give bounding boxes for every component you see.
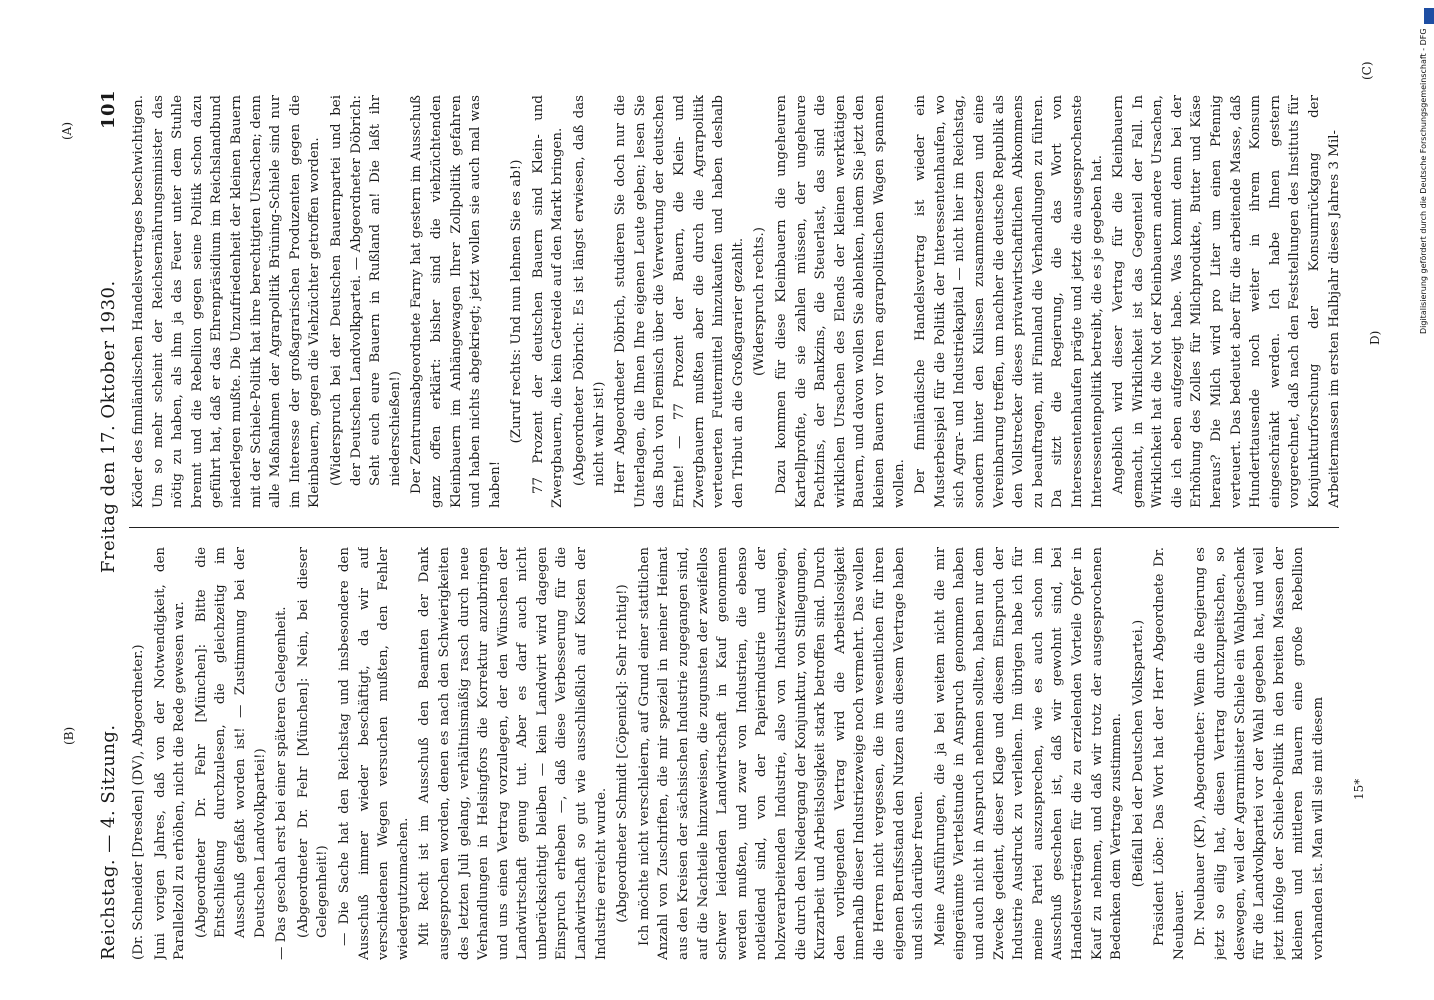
paragraph: Juni vorigen Jahres, daß von der Notwendigkeit, den Parallelzoll zu erhöhen, nicht die Rede gewesen war. — [152, 547, 188, 960]
dfg-logo-icon — [1424, 8, 1434, 24]
page-header — [95, 90, 121, 960]
paragraph: (Widerspruch bei der Deutschen Bauernpartei und bei der Deutschen Landvolkpartei. — Abgeordneter Döbrich: Seht euch eure Bauern in Rußland an! Die laßt ihr niederschießen!) — [328, 95, 403, 486]
paragraph: Meine Ausführungen, die ja bei weitem nicht die mir eingeräumte Viertelstunde in Anspruch genommen haben und auch nicht in Anspruch nehmen sollten, haben nur dem Zwecke gedient, dieser Klage und diesem Einspruch der Industrie Ausdruck zu verleihen. Im übrigen habe ich für meine Partei auszusprechen, wie es auch schon im Ausschuß geschehen ist, daß wir gewohnt sind, bei Handelsverträgen für die zu erzielenden Vorteile Opfer in Kauf zu nehmen, und daß wir trotz der ausgesprochenen Bedenken dem Vertrage zustimmen. — [932, 547, 1125, 960]
paragraph: Der Zentrumsabgeordnete Farny hat gestern im Ausschuß ganz offen erklärt: bisher sind die viehzüchtenden Kleinbauern im Anhängewagen Ihrer Zollpolitik gefahren und haben nichts abgekriegt; jetzt wollen sie auch mal was haben! — [409, 95, 503, 508]
paragraph: Mit Recht ist im Ausschuß den Beamten der Dank ausgesprochen worden, denen es nach den Schwierigkeiten des letzten Juli gelang, verhältnismäßig rasch durch neue Verhandlungen in Helsingfors die Korrektur anzubringen und uns einen Vertrag vorzulegen, der den Wünschen der Landwirtschaft genug tut. Aber es darf auch nicht unberücksichtigt bleiben — kein Landwirt wird dagegen Einspruch erheben —, daß diese Verbesserung für die Landwirtschaft so gut wie ausschließlich auf Kosten der Industrie erreicht wurde. — [417, 547, 609, 960]
paragraph: (Beifall bei der Deutschen Volkspartei.) — [1130, 619, 1146, 888]
header-left: Reichstag. — 4. Sitzung. — [97, 724, 119, 960]
paragraph: Präsident Löbe: Das Wort hat der Herr Abgeordnete Dr. Neubauer. — [1152, 547, 1187, 960]
paragraph: (Abgeordneter Schmidt [Cöpenick]: Sehr richtig!) — [615, 584, 631, 923]
paragraph: (Abgeordneter Döbrich: Es ist längst erwiesen, daß das nicht wahr ist!) — [572, 95, 607, 486]
paragraph: 77 Prozent der deutschen Bauern sind Klein- und Zwergbauern, die kein Getreide auf den Markt bringen. — [530, 95, 566, 508]
paragraph: (Zuruf rechts: Und nun lehnen Sie es ab!) — [509, 159, 525, 444]
digitization-note: Digitalisierung gefördert durch die Deutsche Forschungsgemeinschaft - DFG — [1419, 28, 1428, 334]
margin-mark-c: (C) — [1360, 61, 1374, 80]
header-date: Freitag den 17. Oktober 1930. — [97, 280, 119, 574]
margin-mark-b: (B) — [62, 726, 76, 745]
paragraph: Herr Abgeordneter Döbrich, studieren Sie doch nur die Unterlagen, die Ihnen Ihre eigenen Leute geben; lesen Sie das Buch von Flemisch über die Verwertung der deutschen Ernte! — 77 Prozent der Bauern, die Klein- und Zwergbauern mußten aber die durch die Agrarpolitik verteuerten Futtermittel hinzukaufen und haben deshalb den Tribut an die Großagrarier gezahlt. — [613, 95, 746, 508]
paragraph: Dazu kommen für diese Kleinbauern die ungeheuren Kartellprofite, die sie zahlen müssen, der ungeheure Pachtzins, der Bankzins, die Steuerlast, das sind die wirklichen Ursachen des Elends der kleinen werktätigen Bauern, und davon wollen Sie ablenken, indem Sie jetzt den kleinen Bauern vor Ihren agrarpolitischen Wagen spannen wollen. — [774, 95, 907, 508]
paragraph: (Dr. Schneider [Dresden] (DV), Abgeordneter.) — [131, 644, 146, 960]
page-number: 101 — [97, 90, 119, 130]
right-column — [129, 95, 1349, 508]
paragraph: Der finnländische Handelsvertrag ist wieder ein Musterbeispiel für die Politik der Interessentenhaufen, wo sich Agrar- und Industriekapital — nicht hier im Reichstag, sondern hinter den Kulissen zusammensetzen und eine Vereinbarung treffen, um nachher die deutsche Republik als den Vollstrecker dieses privatwirtschaftlichen Abkommens zu beauftragen, mit Finnland die Verhandlungen zu führen. Da sitzt die Regierung, die das Wort von Interessentenhaufen prägte und jetzt die ausgesprochenste Interessentenpolitik betreibt, die es je gegeben hat. — [913, 95, 1105, 508]
paragraph: Köder des finnländischen Handelsvertrages beschwichtigen. Um so mehr scheint der Reichsernährungsminister das nötig zu haben, als ihm ja das Feuer unter dem Stuhle brennt und die Rebellion gegen seine Politik schon dazu geführt hat, daß er das Ehrenpräsidium im Reichslandbund niederlegen mußte. Die Unzufriedenheit der kleinen Bauern mit der Schiele-Politik hat ihre berechtigten Ursachen; denn alle Maßnahmen der Agrarpolitik Brüning-Schiele sind nur im Interesse der großagrarischen Produzenten gegen die Kleinbauern, gegen die Viehzüchter getroffen worden. — [131, 95, 323, 508]
paragraph: (Abgeordneter Dr. Fehr [München]: Bitte die Entschließung durchzulesen, die gleichzeitig im Ausschuß gefaßt worden ist! — Zustimmung bei der Deutschen Landvolkpartei!) — [193, 547, 268, 938]
document-page — [95, 90, 1355, 960]
margin-mark-d: D) — [1368, 330, 1382, 345]
signature-mark: 15* — [1352, 778, 1366, 800]
paragraph: Dr. Neubauer (KP), Abgeordneter: Wenn die Regierung es jetzt so eilig hat, diesen Vertrag durchzupeitschen, so deswegen, weil der Agrarminister Schiele ein Wahlgeschenk für die Landvolkpartei vor der Wahl gegeben hat, und weil jetzt infolge der Schiele-Politik in den breiten Massen der kleinen und mittleren Bauern eine große Rebellion vorhanden ist. Man will sie mit diesem — [1193, 547, 1327, 960]
paragraph: (Widerspruch rechts.) — [752, 227, 768, 376]
paragraph: Angeblich wird dieser Vertrag für die Kleinbauern gemacht, in Wirklichkeit ist das Gegenteil der Fall. In Wirklichkeit hat die Not der Kleinbauern andere Ursachen, die ich eben aufgezeigt habe. Was kommt denn bei der Erhöhung des Zolles für Milchprodukte, Butter und Käse heraus? Die Milch wird pro Liter um einen Pfennig verteuert. Das bedeutet aber für die arbeitende Masse, daß Hunderttausende noch weiter in ihrem Konsum eingeschränkt werden. Ich habe Ihnen gestern vorgerechnet, daß nach den Feststellungen des Instituts für Konjunkturforschung der Konsumrückgang der Arbeitermassen im ersten Halbjahr dieses Jahres 3 Mil- — [1111, 95, 1342, 508]
paragraph: Ich möchte nicht verschleiern, auf Grund einer stattlichen Anzahl von Zuschriften, die mir speziell in meiner Heimat aus den Kreisen der sächsischen Industrie zugegangen sind, auf die Nachteile hinzuweisen, die zugunsten der zweifellos schwer leidenden Landwirtschaft in Kauf genommen werden mußten, und zwar von Industrien, die ebenso notleidend sind, von der Papierindustrie und der holzverarbeitenden Industrie, also von Industriezweigen, die durch den Niedergang der Konjunktur, von Stillegungen, Kurzarbeit und Arbeitslosigkeit stark betroffen sind. Durch den vorliegenden Vertrag wird die Arbeitslosigkeit innerhalb dieser Industriezweige noch vermehrt. Das wollen die Herren nicht vergessen, die im wesentlichen für ihren eigenen Berufsstand den Nutzen aus diesem Vertrage haben und sich darüber freuen. — [636, 547, 927, 960]
left-column — [129, 547, 1349, 960]
paragraph: — Die Sache hat den Reichstag und insbesondere den Ausschuß immer wieder beschäftigt, da wir auf verschiedenen Wegen versuchen mußten, den Fehler wiedergutzumachen. — [336, 547, 411, 960]
column-divider — [129, 527, 1339, 528]
paragraph: (Abgeordneter Dr. Fehr [München]: Nein, bei dieser Gelegenheit!) — [295, 547, 331, 938]
paragraph: — Das geschah erst bei einer späteren Gelegenheit. — [274, 606, 290, 960]
margin-mark-a: (A) — [60, 121, 74, 140]
